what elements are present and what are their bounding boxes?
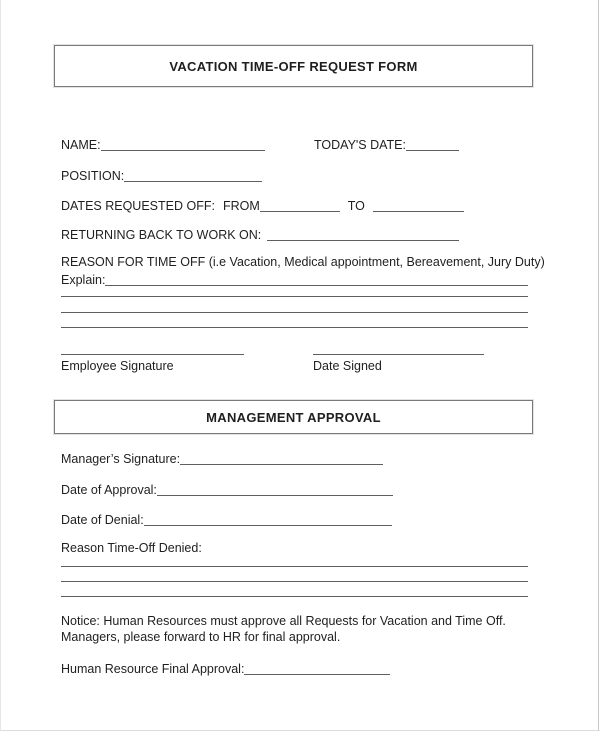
manager-signature-label: Manager’s Signature: [61, 452, 181, 466]
reason-row [61, 255, 545, 269]
date-signed-line [313, 354, 484, 355]
explain-field-line [105, 273, 528, 286]
hr-notice [61, 613, 543, 645]
explain-label: Explain: [61, 273, 106, 287]
management-header: MANAGEMENT APPROVAL [206, 409, 381, 425]
scan-edge-line [598, 0, 599, 730]
returning-label: RETURNING BACK TO WORK ON: [61, 228, 262, 242]
employee-signature-caption: Employee Signature [61, 359, 174, 373]
date-of-approval-label: Date of Approval: [61, 483, 157, 497]
todays-date-row [314, 136, 459, 152]
hr-final-approval-line [244, 662, 390, 675]
to-label: TO [347, 199, 365, 213]
form-title: VACATION TIME-OFF REQUEST FORM [169, 58, 418, 74]
todays-date-label: TODAY'S DATE: [314, 138, 406, 152]
hr-notice-line2: Managers, please forward to HR for final approval. [61, 630, 341, 644]
hr-final-approval-row [61, 660, 390, 676]
date-of-denial-row [61, 511, 392, 527]
explain-writing-line [61, 296, 528, 297]
from-date-line [260, 199, 340, 212]
reason-denied-writing-line [61, 566, 528, 567]
date-of-approval-row [61, 481, 393, 497]
returning-row [61, 226, 459, 242]
from-label: FROM [222, 199, 260, 213]
date-of-approval-line [157, 483, 393, 496]
hr-notice-line1: Notice: Human Resources must approve all Requests for Vacation and Time Off. [61, 614, 506, 628]
name-label: NAME: [61, 138, 101, 152]
position-label: POSITION: [61, 169, 125, 183]
dates-requested-label: DATES REQUESTED OFF: [61, 199, 215, 213]
position-row [61, 167, 262, 183]
manager-signature-row [61, 450, 383, 466]
todays-date-field-line [406, 138, 459, 151]
position-field-line [124, 169, 262, 182]
form-title-box [54, 45, 533, 87]
employee-signature-line [61, 354, 244, 355]
explain-row [61, 271, 528, 287]
explain-writing-line [61, 312, 528, 313]
hr-final-approval-label: Human Resource Final Approval: [61, 662, 245, 676]
date-signed-caption: Date Signed [313, 359, 382, 373]
reason-denied-writing-line [61, 581, 528, 582]
date-of-denial-line [144, 513, 392, 526]
management-header-box [54, 400, 533, 434]
to-date-line [373, 199, 464, 212]
explain-writing-line [61, 327, 528, 328]
date-of-denial-label: Date of Denial: [61, 513, 144, 527]
reason-denied-row [61, 541, 202, 555]
returning-date-line [267, 228, 459, 241]
reason-denied-label: Reason Time-Off Denied: [61, 541, 202, 555]
reason-text: REASON FOR TIME OFF (i.e Vacation, Medical appointment, Bereavement, Jury Duty) [61, 255, 545, 269]
manager-signature-line [180, 452, 383, 465]
name-field-line [101, 138, 265, 151]
name-row [61, 136, 265, 152]
dates-requested-row [61, 197, 464, 213]
reason-denied-writing-line [61, 596, 528, 597]
